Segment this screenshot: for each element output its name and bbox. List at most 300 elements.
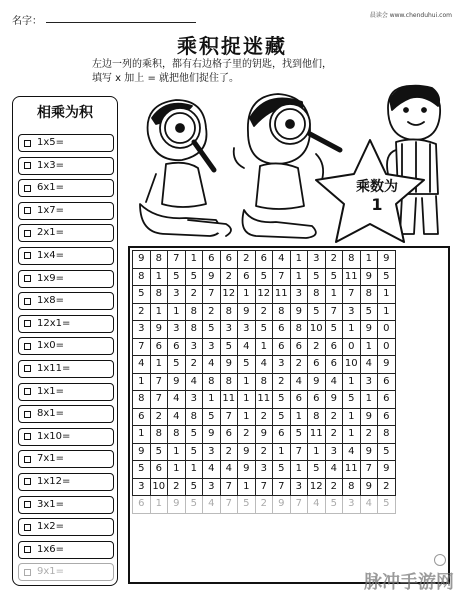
checkbox[interactable] — [24, 546, 31, 553]
grid-cell[interactable]: 1 — [378, 303, 396, 321]
grid-cell[interactable]: 4 — [273, 251, 291, 269]
problem-text: 1x5= — [37, 137, 65, 148]
problem-item — [18, 405, 114, 423]
checkbox[interactable] — [24, 411, 31, 418]
grid-cell[interactable]: 5 — [325, 321, 343, 339]
grid-cell[interactable]: 9 — [133, 443, 151, 461]
checkbox[interactable] — [24, 501, 31, 508]
problem-item — [18, 518, 114, 536]
grid-cell[interactable]: 2 — [185, 286, 203, 304]
grid-cell[interactable]: 6 — [133, 496, 151, 514]
grid-cell[interactable]: 9 — [238, 461, 256, 479]
grid-cell[interactable]: 5 — [325, 496, 343, 514]
checkbox[interactable] — [24, 365, 31, 372]
grid-cell[interactable]: 1 — [168, 443, 186, 461]
grid-cell[interactable]: 1 — [343, 426, 361, 444]
grid-row — [133, 251, 396, 269]
grid-cell[interactable]: 2 — [273, 373, 291, 391]
grid-cell[interactable]: 5 — [378, 268, 396, 286]
grid-cell[interactable]: 5 — [168, 356, 186, 374]
grid-cell[interactable]: 9 — [273, 496, 291, 514]
grid-cell[interactable]: 1 — [238, 373, 256, 391]
grid-cell[interactable]: 8 — [378, 426, 396, 444]
grid-cell[interactable]: 6 — [220, 426, 238, 444]
grid-row — [133, 286, 396, 304]
grid-cell[interactable]: 1 — [238, 478, 256, 496]
grid-cell[interactable]: 6 — [255, 251, 273, 269]
problem-text: 12x1= — [37, 317, 71, 329]
grid-cell[interactable]: 5 — [220, 338, 238, 356]
problem-text: 1x1= — [37, 385, 65, 397]
grid-cell[interactable]: 1 — [238, 408, 256, 426]
problem-text: 1x2= — [37, 521, 65, 533]
grid-cell[interactable]: 9 — [203, 268, 221, 286]
grid-cell[interactable]: 1 — [185, 461, 203, 479]
grid-cell[interactable]: 5 — [168, 268, 186, 286]
grid-cell[interactable]: 1 — [168, 303, 186, 321]
grid-cell[interactable]: 1 — [185, 251, 203, 269]
grid-cell[interactable]: 9 — [220, 356, 238, 374]
problem-item — [18, 292, 114, 310]
grid-cell[interactable]: 3 — [168, 286, 186, 304]
grid-cell[interactable]: 6 — [290, 338, 308, 356]
problem-text: 1x11= — [37, 362, 71, 374]
grid-cell[interactable]: 4 — [238, 338, 256, 356]
grid-cell[interactable]: 8 — [133, 268, 151, 286]
grid-cell[interactable]: 8 — [203, 373, 221, 391]
grid-cell[interactable]: 8 — [360, 286, 378, 304]
grid-cell[interactable]: 7 — [343, 286, 361, 304]
problem-item — [18, 496, 114, 514]
star-label-line-1: 乘数为 — [356, 179, 398, 195]
checkbox[interactable] — [24, 524, 31, 531]
grid-cell[interactable]: 5 — [308, 303, 326, 321]
grid-cell[interactable]: 9 — [378, 356, 396, 374]
grid-cell[interactable]: 6 — [290, 391, 308, 409]
grid-cell[interactable]: 1 — [360, 338, 378, 356]
grid-cell[interactable]: 6 — [133, 408, 151, 426]
problem-item — [18, 179, 114, 197]
problem-text: 1x12= — [37, 475, 71, 487]
grid-cell[interactable]: 7 — [168, 251, 186, 269]
grid-cell[interactable]: 11 — [273, 286, 291, 304]
grid-cell[interactable]: 1 — [150, 496, 168, 514]
grid-cell[interactable]: 0 — [378, 338, 396, 356]
number-grid — [132, 250, 396, 514]
grid-cell[interactable]: 2 — [290, 356, 308, 374]
grid-cell[interactable]: 5 — [325, 268, 343, 286]
grid-cell[interactable]: 9 — [150, 321, 168, 339]
problem-item — [18, 541, 114, 559]
grid-cell[interactable]: 9 — [238, 443, 256, 461]
grid-cell[interactable]: 9 — [360, 443, 378, 461]
grid-cell[interactable]: 5 — [255, 321, 273, 339]
grid-cell[interactable]: 4 — [203, 461, 221, 479]
grid-cell[interactable]: 7 — [220, 496, 238, 514]
grid-cell[interactable]: 5 — [308, 461, 326, 479]
grid-cell[interactable]: 3 — [203, 478, 221, 496]
grid-cell[interactable]: 9 — [203, 426, 221, 444]
grid-cell[interactable]: 8 — [185, 321, 203, 339]
grid-cell[interactable]: 1 — [133, 426, 151, 444]
problem-text: 1x7= — [37, 204, 65, 216]
problem-item — [18, 134, 114, 152]
grid-cell[interactable]: 2 — [220, 268, 238, 286]
grid-cell[interactable]: 3 — [133, 321, 151, 339]
grid-cell[interactable]: 5 — [238, 496, 256, 514]
grid-cell[interactable]: 3 — [290, 286, 308, 304]
grid-cell[interactable]: 9 — [290, 303, 308, 321]
grid-cell[interactable]: 2 — [255, 408, 273, 426]
grid-cell[interactable]: 6 — [308, 391, 326, 409]
grid-cell[interactable]: 1 — [150, 268, 168, 286]
grid-cell[interactable]: 5 — [203, 321, 221, 339]
grid-cell[interactable]: 5 — [238, 356, 256, 374]
grid-cell[interactable]: 5 — [185, 268, 203, 286]
grid-cell[interactable]: 1 — [308, 443, 326, 461]
grid-cell[interactable]: 1 — [343, 321, 361, 339]
grid-row — [133, 391, 396, 409]
problem-text: 1x10= — [37, 430, 71, 442]
grid-cell[interactable]: 2 — [168, 478, 186, 496]
grid-cell[interactable]: 5 — [378, 496, 396, 514]
checkbox[interactable] — [24, 207, 31, 214]
star-label — [342, 178, 412, 214]
grid-cell[interactable]: 1 — [325, 286, 343, 304]
grid-cell[interactable]: 10 — [308, 321, 326, 339]
grid-cell[interactable]: 9 — [168, 373, 186, 391]
problem-text: 1x3= — [37, 159, 65, 171]
grid-cell[interactable]: 7 — [290, 496, 308, 514]
grid-cell[interactable]: 8 — [220, 373, 238, 391]
grid-cell[interactable]: 5 — [360, 303, 378, 321]
grid-cell[interactable]: 1 — [273, 443, 291, 461]
grid-cell[interactable]: 2 — [325, 426, 343, 444]
grid-cell[interactable]: 7 — [273, 268, 291, 286]
grid-cell[interactable]: 7 — [150, 373, 168, 391]
grid-cell[interactable]: 5 — [185, 426, 203, 444]
grid-cell[interactable]: 6 — [273, 321, 291, 339]
grid-cell[interactable]: 1 — [360, 391, 378, 409]
instructions — [92, 58, 422, 86]
grid-cell[interactable]: 2 — [185, 356, 203, 374]
grid-cell[interactable]: 3 — [290, 478, 308, 496]
grid-cell[interactable]: 3 — [220, 321, 238, 339]
grid-cell[interactable]: 1 — [378, 286, 396, 304]
problem-text: 2x1= — [37, 227, 65, 239]
checkbox[interactable] — [24, 252, 31, 259]
grid-cell[interactable]: 3 — [343, 303, 361, 321]
checkbox[interactable] — [24, 478, 31, 485]
grid-row — [133, 356, 396, 374]
grid-cell[interactable]: 7 — [273, 478, 291, 496]
checkbox[interactable] — [24, 275, 31, 282]
problem-text: 8x1= — [37, 408, 65, 420]
grid-cell[interactable]: 4 — [185, 373, 203, 391]
grid-cell[interactable]: 1 — [133, 373, 151, 391]
grid-row — [133, 443, 396, 461]
grid-cell[interactable]: 6 — [168, 338, 186, 356]
grid-cell[interactable]: 7 — [203, 286, 221, 304]
grid-cell[interactable]: 9 — [360, 268, 378, 286]
star-label-line-2: 1 — [371, 195, 383, 214]
grid-cell[interactable]: 9 — [168, 496, 186, 514]
grid-cell[interactable]: 10 — [150, 478, 168, 496]
grid-cell[interactable]: 4 — [133, 356, 151, 374]
grid-cell[interactable]: 12 — [255, 286, 273, 304]
grid-cell[interactable]: 9 — [360, 408, 378, 426]
grid-cell[interactable]: 2 — [255, 443, 273, 461]
grid-cell[interactable]: 5 — [308, 268, 326, 286]
grid-cell[interactable]: 1 — [290, 461, 308, 479]
grid-cell[interactable]: 5 — [203, 408, 221, 426]
checkbox[interactable] — [24, 298, 31, 305]
grid-cell[interactable]: 4 — [220, 461, 238, 479]
grid-cell[interactable]: 8 — [308, 286, 326, 304]
grid-row — [133, 303, 396, 321]
grid-cell[interactable]: 3 — [185, 391, 203, 409]
grid-cell[interactable]: 5 — [290, 426, 308, 444]
grid-cell[interactable]: 4 — [360, 496, 378, 514]
grid-cell[interactable]: 2 — [133, 303, 151, 321]
grid-cell[interactable]: 3 — [360, 373, 378, 391]
grid-cell[interactable]: 9 — [360, 478, 378, 496]
problem-text: 1x8= — [37, 295, 65, 307]
grid-cell[interactable]: 1 — [343, 373, 361, 391]
grid-cell[interactable]: 4 — [255, 356, 273, 374]
grid-cell[interactable]: 6 — [238, 268, 256, 286]
grid-cell[interactable]: 1 — [203, 391, 221, 409]
problem-item — [18, 473, 114, 491]
grid-cell[interactable]: 5 — [150, 443, 168, 461]
grid-cell[interactable]: 5 — [133, 286, 151, 304]
grid-cell[interactable]: 1 — [150, 303, 168, 321]
grid-cell[interactable]: 5 — [343, 391, 361, 409]
grid-row — [133, 496, 396, 514]
grid-cell[interactable]: 11 — [308, 426, 326, 444]
grid-cell[interactable]: 9 — [133, 251, 151, 269]
grid-cell[interactable]: 8 — [185, 408, 203, 426]
problem-text: 1x9= — [37, 272, 65, 284]
grid-cell[interactable]: 8 — [150, 286, 168, 304]
grid-cell[interactable]: 6 — [203, 251, 221, 269]
grid-cell[interactable]: 4 — [360, 356, 378, 374]
checkbox[interactable] — [24, 343, 31, 350]
grid-cell[interactable]: 2 — [255, 303, 273, 321]
grid-cell[interactable]: 3 — [203, 443, 221, 461]
grid-cell[interactable]: 7 — [220, 408, 238, 426]
grid-cell[interactable]: 9 — [238, 303, 256, 321]
grid-row — [133, 321, 396, 339]
grid-cell[interactable]: 7 — [290, 443, 308, 461]
grid-cell[interactable]: 3 — [325, 443, 343, 461]
grid-cell[interactable]: 3 — [308, 251, 326, 269]
grid-cell[interactable]: 3 — [168, 321, 186, 339]
grid-cell[interactable]: 6 — [325, 356, 343, 374]
grid-cell[interactable]: 1 — [290, 268, 308, 286]
grid-cell[interactable]: 2 — [308, 338, 326, 356]
problem-item — [18, 270, 114, 288]
grid-cell[interactable]: 1 — [255, 338, 273, 356]
problem-text: 6x1= — [37, 182, 65, 194]
problem-text: 1x4= — [37, 249, 65, 261]
site-logo: 晨读会 www.chenduhui.com — [369, 12, 452, 19]
grid-cell[interactable]: 5 — [273, 461, 291, 479]
grid-cell[interactable]: 0 — [343, 338, 361, 356]
grid-cell[interactable]: 3 — [133, 478, 151, 496]
grid-cell[interactable]: 3 — [255, 461, 273, 479]
grid-cell[interactable]: 4 — [203, 496, 221, 514]
grid-cell[interactable]: 1 — [238, 391, 256, 409]
grid-cell[interactable]: 6 — [150, 461, 168, 479]
problem-text: 9x1= — [37, 566, 65, 578]
grid-cell[interactable]: 2 — [150, 408, 168, 426]
grid-cell[interactable]: 1 — [150, 356, 168, 374]
grid-cell[interactable]: 8 — [273, 303, 291, 321]
grid-cell[interactable]: 8 — [308, 408, 326, 426]
girl-with-magnifier-icon — [234, 94, 340, 238]
grid-cell[interactable]: 9 — [255, 426, 273, 444]
grid-cell[interactable]: 3 — [203, 338, 221, 356]
grid-cell[interactable]: 7 — [255, 478, 273, 496]
grid-cell[interactable]: 5 — [273, 408, 291, 426]
grid-row — [133, 478, 396, 496]
grid-cell[interactable]: 4 — [325, 461, 343, 479]
grid-cell[interactable]: 3 — [273, 356, 291, 374]
grid-cell[interactable]: 1 — [360, 251, 378, 269]
grid-cell[interactable]: 6 — [273, 338, 291, 356]
checkbox[interactable] — [24, 433, 31, 440]
grid-cell[interactable]: 8 — [220, 303, 238, 321]
grid-cell[interactable]: 8 — [168, 426, 186, 444]
grid-cell[interactable]: 3 — [343, 496, 361, 514]
grid-cell[interactable]: 4 — [308, 496, 326, 514]
grid-cell[interactable]: 12 — [308, 478, 326, 496]
grid-cell[interactable]: 2 — [360, 426, 378, 444]
grid-cell[interactable]: 1 — [290, 408, 308, 426]
problem-item — [18, 157, 114, 175]
kids-illustration — [126, 84, 456, 246]
problem-item — [18, 315, 114, 333]
grid-cell[interactable]: 9 — [378, 461, 396, 479]
checkbox[interactable] — [24, 388, 31, 395]
grid-cell[interactable]: 1 — [343, 408, 361, 426]
grid-cell[interactable]: 11 — [343, 461, 361, 479]
grid-cell[interactable]: 2 — [325, 408, 343, 426]
checkbox[interactable] — [24, 456, 31, 463]
grid-cell[interactable]: 7 — [360, 461, 378, 479]
checkbox[interactable] — [24, 320, 31, 327]
grid-row — [133, 268, 396, 286]
problem-item — [18, 428, 114, 446]
grid-cell[interactable]: 9 — [308, 373, 326, 391]
problem-item — [18, 563, 114, 581]
grid-cell[interactable]: 6 — [220, 251, 238, 269]
grid-cell[interactable]: 1 — [168, 461, 186, 479]
grid-cell[interactable]: 8 — [185, 303, 203, 321]
grid-row — [133, 426, 396, 444]
grid-cell[interactable]: 4 — [290, 373, 308, 391]
problem-list — [18, 134, 114, 586]
grid-cell[interactable]: 7 — [133, 338, 151, 356]
grid-cell[interactable]: 2 — [203, 303, 221, 321]
grid-cell[interactable]: 0 — [378, 321, 396, 339]
grid-cell[interactable]: 6 — [150, 338, 168, 356]
grid-cell[interactable]: 3 — [185, 338, 203, 356]
grid-cell[interactable]: 2 — [220, 443, 238, 461]
grid-cell[interactable]: 1 — [290, 251, 308, 269]
grid-cell[interactable]: 11 — [255, 391, 273, 409]
problem-item — [18, 202, 114, 220]
grid-cell[interactable]: 7 — [150, 391, 168, 409]
grid-cell[interactable]: 8 — [343, 251, 361, 269]
grid-cell[interactable]: 8 — [343, 478, 361, 496]
grid-cell[interactable]: 5 — [378, 443, 396, 461]
grid-cell[interactable]: 11 — [220, 391, 238, 409]
grid-cell[interactable]: 2 — [378, 478, 396, 496]
grid-cell[interactable]: 4 — [325, 373, 343, 391]
grid-cell[interactable]: 9 — [378, 251, 396, 269]
grid-cell[interactable]: 5 — [185, 496, 203, 514]
grid-cell[interactable]: 8 — [133, 391, 151, 409]
grid-cell[interactable]: 4 — [168, 408, 186, 426]
grid-cell[interactable]: 5 — [133, 461, 151, 479]
grid-cell[interactable]: 4 — [343, 443, 361, 461]
grid-cell[interactable]: 9 — [325, 391, 343, 409]
grid-cell[interactable]: 6 — [378, 391, 396, 409]
grid-cell[interactable]: 2 — [325, 251, 343, 269]
grid-cell[interactable]: 2 — [325, 478, 343, 496]
grid-cell[interactable]: 2 — [238, 426, 256, 444]
grid-cell[interactable]: 5 — [185, 478, 203, 496]
grid-cell[interactable]: 8 — [150, 426, 168, 444]
problem-panel-title: 相乘为积 — [37, 105, 93, 121]
checkbox[interactable] — [24, 162, 31, 169]
grid-cell[interactable]: 6 — [325, 338, 343, 356]
grid-cell[interactable]: 8 — [150, 251, 168, 269]
grid-cell[interactable]: 10 — [343, 356, 361, 374]
grid-cell[interactable]: 6 — [378, 373, 396, 391]
grid-cell[interactable]: 4 — [203, 356, 221, 374]
checkbox[interactable] — [24, 140, 31, 147]
grid-cell[interactable]: 7 — [325, 303, 343, 321]
problem-item — [18, 224, 114, 242]
grid-cell[interactable]: 2 — [238, 251, 256, 269]
grid-cell[interactable]: 6 — [273, 426, 291, 444]
grid-cell[interactable]: 8 — [255, 373, 273, 391]
problem-item — [18, 450, 114, 468]
grid-cell[interactable]: 6 — [308, 356, 326, 374]
grid-cell[interactable]: 9 — [360, 321, 378, 339]
grid-cell[interactable]: 5 — [255, 268, 273, 286]
grid-cell[interactable]: 1 — [238, 286, 256, 304]
checkbox[interactable] — [24, 185, 31, 192]
grid-cell[interactable]: 11 — [343, 268, 361, 286]
problem-item — [18, 383, 114, 401]
grid-cell[interactable]: 5 — [185, 443, 203, 461]
grid-cell[interactable]: 12 — [220, 286, 238, 304]
grid-cell[interactable]: 8 — [290, 321, 308, 339]
checkbox[interactable] — [24, 230, 31, 237]
grid-cell[interactable]: 6 — [378, 408, 396, 426]
grid-row — [133, 461, 396, 479]
grid-cell[interactable]: 4 — [168, 391, 186, 409]
grid-cell[interactable]: 2 — [255, 496, 273, 514]
checkbox[interactable] — [24, 569, 31, 576]
grid-cell[interactable]: 7 — [220, 478, 238, 496]
grid-cell[interactable]: 3 — [238, 321, 256, 339]
grid-cell[interactable]: 5 — [273, 391, 291, 409]
